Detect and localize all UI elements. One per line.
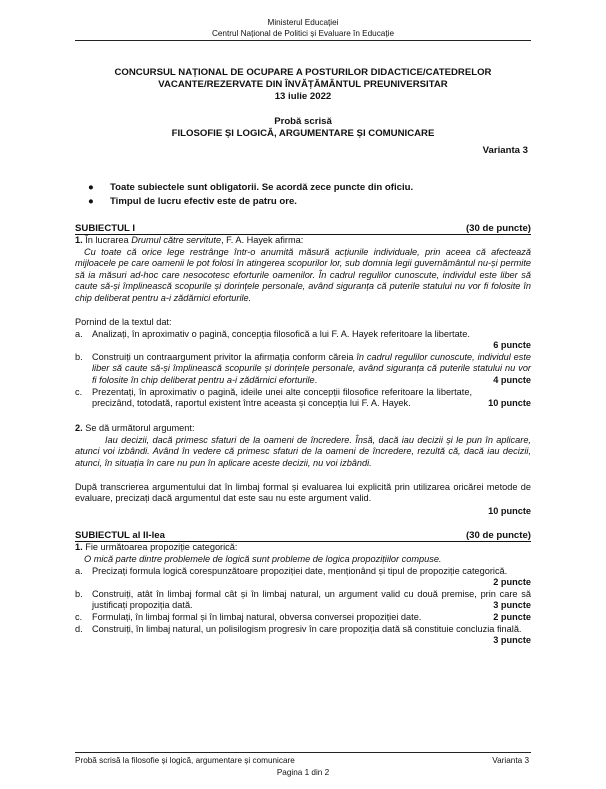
task-text: Prezentați, în aproximativ o pagină, ideile unei alte concepții filosofice referitoare la libertate, precizând, totodată, raportul existent între aceasta și concepția lui F. A. Hayek.: [92, 387, 472, 409]
footer-variant: Varianta 3: [492, 756, 529, 765]
header-divider: [75, 40, 531, 41]
task-text: Analizați, în aproximativ o pagină, concepția filosofică a lui F. A. Hayek referitoare la libertate.: [92, 329, 470, 339]
subject-2-heading: [75, 530, 531, 542]
task-text: Formulați, în limbaj formal și în limbaj natural, obversa conversei propoziției date.: [92, 612, 422, 622]
variant-label: Varianta 3: [482, 145, 528, 156]
argument-quote: Iau decizii, dacă primesc sfaturi de la oameni de încredere. Însă, dacă iau decizii și le pun în aplicare, atunci voi izbândi. Având în vedere că primesc sfaturi de la oameni de încredere, rezultă că, dacă iau decizii, atunci, în situația în care nu pun în aplicare aceste decizii, nu voi izbândi.: [75, 435, 531, 468]
ministry-name: Ministerul Educației: [267, 18, 339, 27]
work-title: Drumul către servitute: [131, 235, 222, 245]
question-number: 2.: [75, 423, 83, 433]
task-1c: c. Prezentați, în aproximativ o pagină, ideile unei alte concepții filosofice referitoare la libertate, precizând, totodată, raportul existent între aceasta și concepția lui F. A. Hayek. 10 puncte: [75, 387, 531, 409]
subject-2-question-1-intro: 1. Fie următoarea propoziție categorică:: [75, 542, 238, 552]
task-points: 10 puncte: [488, 506, 531, 516]
task-points: 2 puncte: [493, 612, 531, 622]
task-1a: a. Analizați, în aproximativ o pagină, concepția filosofică a lui F. A. Hayek referitoare la libertate. 6 puncte: [75, 329, 531, 350]
task-points: 10 puncte: [488, 398, 531, 408]
task-text: Construiți, atât în limbaj formal cât și în limbaj natural, un argument valid cu două premise, prin care să justificați propoziția dată.: [92, 589, 531, 611]
footer-exam-label: Probă scrisă la filosofie și logică, argumentare și comunicare: [75, 756, 295, 765]
question-2-intro: 2. Se dă următorul argument:: [75, 423, 195, 433]
task-1b: b. Construiți un contraargument privitor la afirmația conform căreia în cadrul regulilor cunoscute, individul este liber să caute să-și împlinească scopurile și dorințele personale, având siguranța că puterile statului nu vor fi folosite în chip deliberat pentru a-i zădărnici eforturile. 4 puncte: [75, 352, 531, 385]
task-2d: d. Construiți, în limbaj natural, un polisilogism progresiv în care propoziția dată să constituie concluzia finală. 3 puncte: [75, 624, 531, 645]
subject-2-points: (30 de puncte): [465, 530, 531, 541]
footer-divider: [75, 752, 531, 753]
question-number: 1.: [75, 542, 83, 552]
subject-1-points: (30 de puncte): [465, 223, 531, 234]
subject-1-heading: [75, 223, 531, 235]
instruction-text: Toate subiectele sunt obligatorii. Se acordă zece puncte din oficiu.: [110, 182, 414, 193]
exam-subject: FILOSOFIE ȘI LOGICĂ, ARGUMENTARE ȘI COMUNICARE: [171, 128, 435, 139]
hayek-quote: Cu toate că orice lege restrânge într-o anumită măsură acțiunile individuale, prin aceea că afectează mijloacele pe care oamenii le pot folosi în atingerea scopurilor lor, sub domnia legii guvernământul nu-și permite să ia măsuri ad-hoc care nesocotesc eforturile oamenilor. În cadrul regulilor cunoscute, individul este liber să caute să-și împlinească scopurile și dorințele personale, având siguranța că puterile statului nu vor fi folosite în chip deliberat pentru a-i zădărnici eforturile.: [75, 247, 531, 303]
task-points: 6 puncte: [493, 340, 531, 350]
question-1-intro: 1. În lucrarea Drumul către servitute, F. A. Hayek afirma:: [75, 235, 304, 245]
task-text: Construiți un contraargument privitor la afirmația conform căreia în cadrul regulilor cunoscute, individul este liber să caute să-și împlinească scopurile și dorințele personale, având siguranța că puterile statului nu vor fi folosite în chip deliberat pentru a-i zădărnici eforturile.: [92, 352, 531, 385]
categorical-proposition: O mică parte dintre problemele de logică sunt probleme de logica propozițiilor compuse.: [84, 554, 442, 564]
subject-2-title: SUBIECTUL al II-lea: [75, 530, 165, 541]
contest-title-line-1: CONCURSUL NAȚIONAL DE OCUPARE A POSTURILOR DIDACTICE/CATEDRELOR: [114, 67, 492, 78]
center-name: Centrul Național de Politici și Evaluare în Educație: [211, 29, 395, 38]
task-2a: a. Precizați formula logică corespunzătoare propoziției date, menționând și tipul de propoziție categorică. 2 puncte: [75, 566, 531, 587]
task-text: Precizați formula logică corespunzătoare propoziției date, menționând și tipul de propoziție categorică.: [92, 566, 508, 576]
page-number: Pagina 1 din 2: [276, 768, 330, 777]
starting-instruction: Pornind de la textul dat:: [75, 317, 172, 327]
task-text: Construiți, în limbaj natural, un polisilogism progresiv în care propoziția dată să constituie concluzia finală.: [92, 624, 522, 634]
task-points: 2 puncte: [493, 577, 531, 587]
subject-1-title: SUBIECTUL I: [75, 223, 136, 234]
question-number: 1.: [75, 235, 83, 245]
task-2b: b. Construiți, atât în limbaj formal cât și în limbaj natural, un argument valid cu două premise, prin care să justificați propoziția dată. 3 puncte: [75, 589, 531, 611]
exam-date: 13 iulie 2022: [274, 91, 332, 102]
task-points: 3 puncte: [493, 600, 531, 610]
exam-type: Probă scrisă: [274, 116, 332, 127]
task-points: 3 puncte: [493, 635, 531, 645]
task-points: 4 puncte: [493, 375, 531, 385]
instruction-text: Timpul de lucru efectiv este de patru ore.: [110, 196, 297, 207]
question-2-points-row: [75, 506, 531, 518]
bullet-icon: ●: [88, 182, 94, 193]
bullet-icon: ●: [88, 196, 94, 207]
task-2c: c. Formulați, în limbaj formal și în limbaj natural, obversa conversei propoziției date. 2 puncte: [75, 612, 531, 622]
question-2-task: După transcrierea argumentului dat în limbaj formal și evaluarea lui explicită prin utilizarea oricărei metode de evaluare, precizați dacă argumentul dat este sau nu este argument valid.: [75, 482, 531, 504]
contest-title-line-2: VACANTE/REZERVATE DIN ÎNVĂȚĂMÂNTUL PREUNIVERSITAR: [158, 79, 448, 90]
